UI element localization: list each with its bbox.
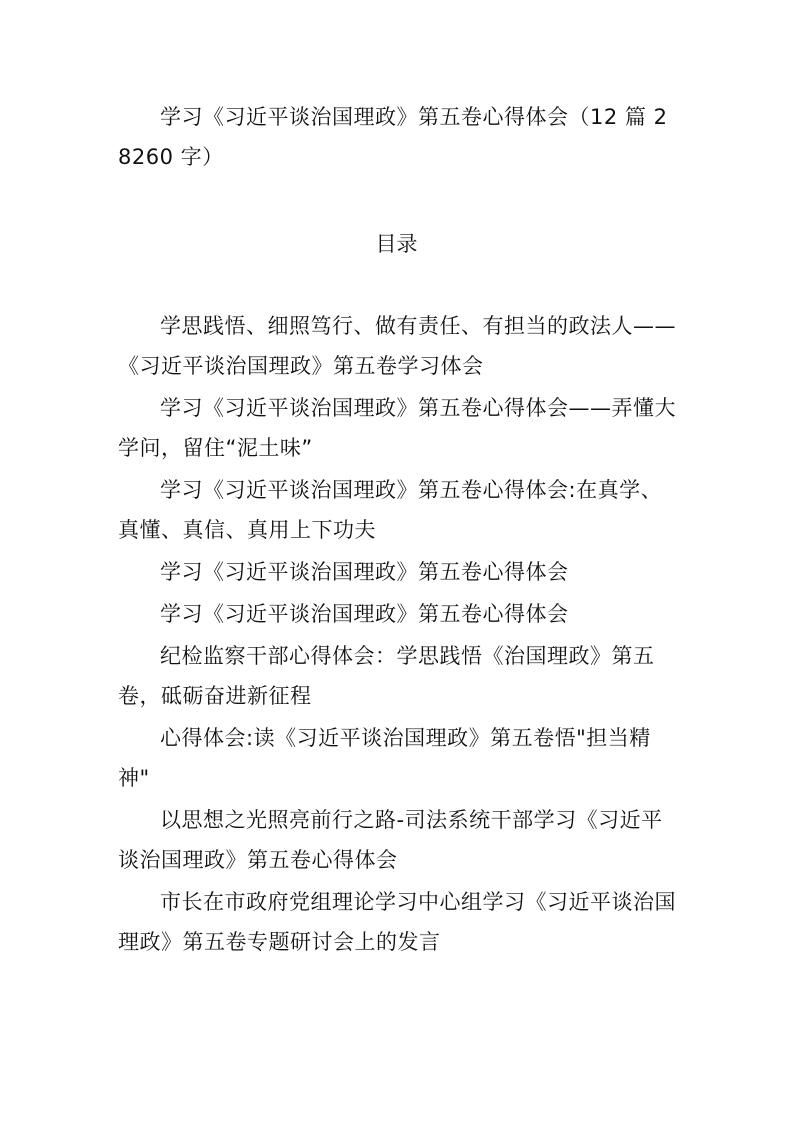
toc-list	[118, 306, 678, 964]
toc-item: 纪检监察干部心得体会：学思践悟《治国理政》第五卷，砥砺奋进新征程	[118, 644, 655, 708]
toc-item: 学习《习近平谈治国理政》第五卷心得体会	[160, 602, 569, 626]
toc-item: 心得体会:读《习近平谈治国理政》第五卷悟"担当精神"	[118, 726, 651, 790]
toc-item: 市长在市政府党组理论学习中心组学习《习近平谈治国理政》第五卷专题研讨会上的发言	[118, 890, 676, 954]
toc-item: 学习《习近平谈治国理政》第五卷心得体会——弄懂大学问，留住“泥土味”	[118, 396, 676, 460]
toc-item: 学习《习近平谈治国理政》第五卷心得体会:在真学、真懂、真信、真用上下功夫	[118, 478, 663, 542]
document-title: 学习《习近平谈治国理政》第五卷心得体会（12 篇 28260 字）	[118, 105, 668, 169]
toc-item: 以思想之光照亮前行之路-司法系统干部学习《习近平谈治国理政》第五卷心得体会	[118, 808, 663, 872]
toc-item: 学习《习近平谈治国理政》第五卷心得体会	[160, 560, 569, 584]
toc-heading: 目录	[375, 232, 418, 256]
toc-item: 学思践悟、细照笃行、做有责任、有担当的政法人——《习近平谈治国理政》第五卷学习体会	[118, 314, 676, 378]
